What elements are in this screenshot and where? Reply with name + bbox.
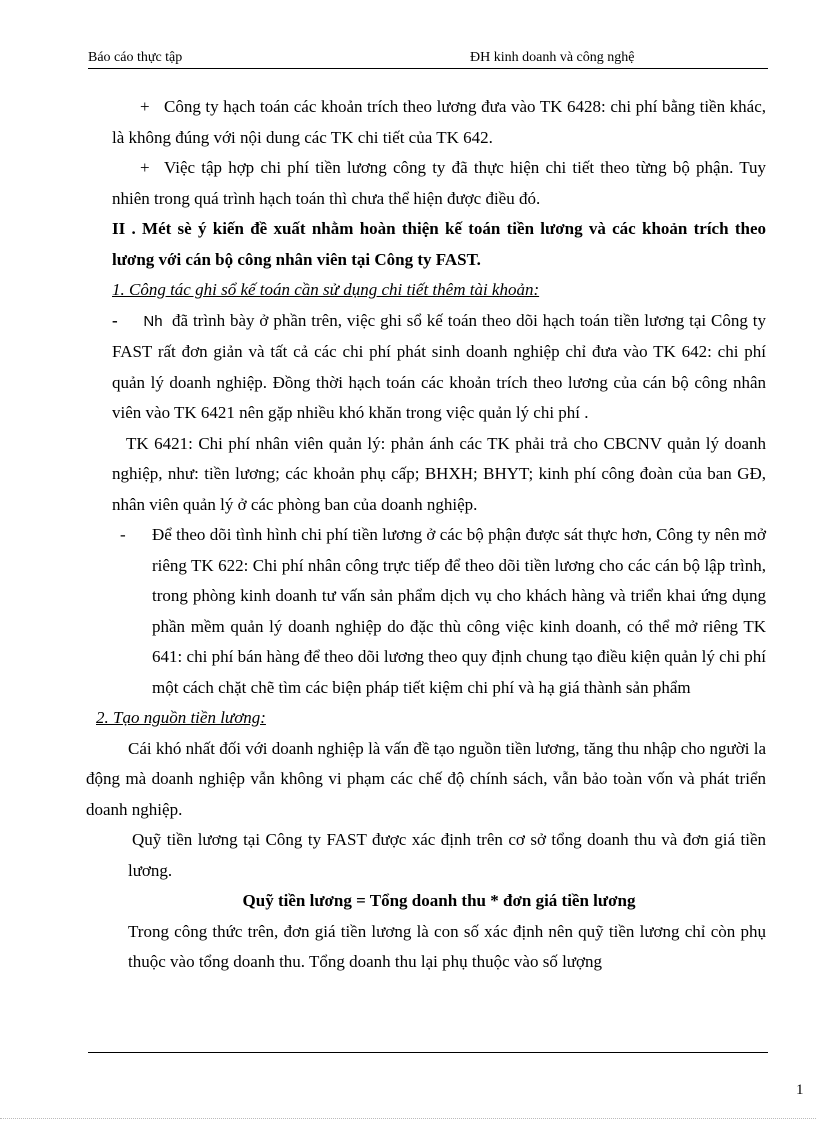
subsection-2-title: 2. Tạo nguồn tiền lương: (96, 708, 266, 727)
paragraph-2: TK 6421: Chi phí nhân viên quản lý: phản ánh các TK phải trả cho CBCNV quản lý doanh nghiệp, như: tiền lương; các khoản phụ cấp; BHXH; BHYT; kinh phí công đoàn của ban GĐ, nhân viên quản lý ở các phòng ban của doanh nghiệp. (112, 433, 766, 514)
document-body (86, 92, 766, 978)
subsection-1-title: 1. Công tác ghi sổ kế toán cần sử dụng chi tiết thêm tài khoản: (112, 280, 540, 299)
plus-item-2 (112, 153, 766, 214)
paragraph-3-text: Để theo dõi tình hình chi phí tiền lương ở các bộ phận được sát thực hơn, Công ty nên mở riêng TK 622: Chi phí nhân công trực tiếp để theo dõi tiền lương cho các cán bộ lập trình, trong phòng kinh doanh tư vấn sản phẩm dịch vụ cho khách hàng và triển khai ứng dụng phần mềm quản lý doanh nghiệp do đặc thù công việc kinh doanh, có thể mở riêng TK 641: chi phí bán hàng để theo dõi lương theo quy định chung tạo điều kiện quản lý chi phí một cách chặt chẽ tìm các biện pháp tiết kiệm chi phí và hạ giá thành sản phẩm (152, 525, 766, 697)
plus-item-text: Công ty hạch toán các khoản trích theo lương đưa vào TK 6428: chi phí bằng tiền khác, là không đúng với nội dung các TK chi tiết của TK 642. (112, 97, 766, 147)
dash-mark: - (120, 525, 126, 544)
plus-item-text: Việc tập hợp chi phí tiền lương công ty đã thực hiện chi tiết theo từng bộ phận. Tuy nhiên trong quá trình hạch toán thì chưa thể hiện được điều đó. (112, 158, 766, 208)
paragraph-1-text: đã trình bày ở phần trên, việc ghi sổ kế toán theo dõi hạch toán tiền lương tại Công ty FAST rất đơn giản và tất cả các chi phí phát sinh doanh nghiệp chỉ đưa vào TK 642: chi phí quản lý doanh nghiệp. Đồng thời hạch toán các khoản trích theo lương của cán bộ công nhân viên vào TK 6421 nên gặp nhiều khó khăn trong việc quản lý chi phí . (112, 310, 766, 422)
section-heading: II . Mét sè ý kiến đề xuất nhằm hoàn thiện kế toán tiền lương và các khoản trích theo lương với cán bộ công nhân viên tại Công ty FAST. (112, 219, 766, 269)
formula: Quỹ tiền lương = Tổng doanh thu * đơn giá tiền lương (242, 891, 636, 910)
header-left: Báo cáo thực tập (88, 50, 183, 65)
nh-fragment: Nh (143, 312, 163, 330)
header-rule (88, 68, 768, 69)
paragraph-6: Trong công thức trên, đơn giá tiền lương là con số xác định nên quỹ tiền lương chỉ còn phụ thuộc vào tổng doanh thu. Tổng doanh thu lại phụ thuộc vào số lượng (128, 921, 766, 971)
plus-item-1 (112, 92, 766, 153)
page-number: 1 (796, 1082, 804, 1098)
dash-mark: - (112, 310, 118, 330)
plus-mark: + (140, 158, 150, 177)
paragraph-1 (112, 306, 766, 429)
plus-mark: + (140, 97, 150, 116)
header-right: ĐH kinh doanh và công nghệ (470, 50, 635, 65)
paragraph-5: Quỹ tiền lương tại Công ty FAST được xác định trên cơ sở tổng doanh thu và đơn giá tiền lương. (128, 830, 766, 880)
paragraph-3 (120, 520, 766, 703)
footer-rule (88, 1052, 768, 1053)
subsection-2-heading (90, 703, 766, 734)
paragraph-4: Cái khó nhất đối với doanh nghiệp là vấn đề tạo nguồn tiền lương, tăng thu nhập cho người la động mà doanh nghiệp vẫn không vi phạm các chế độ chính sách, vẫn bảo toàn vốn và phát triển doanh nghiệp. (86, 738, 766, 819)
page-edge-dotted (0, 1118, 816, 1119)
subsection-1-heading (112, 275, 766, 306)
